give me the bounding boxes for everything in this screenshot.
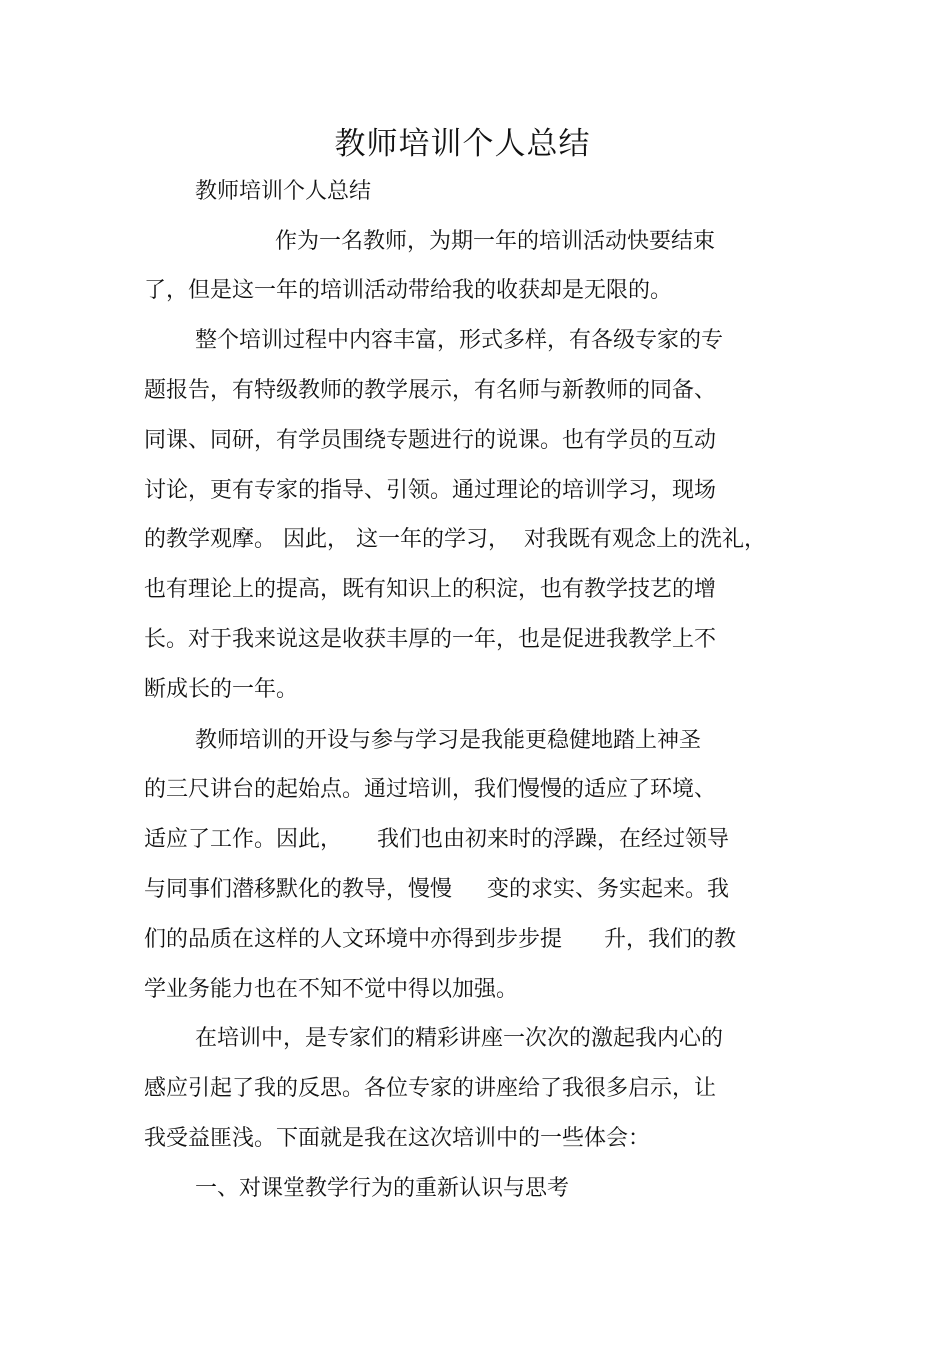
paragraph-line: 的教学观摩。 因此， 这一年的学习， 对我既有观念上的洗礼， xyxy=(144,527,766,552)
paragraph-line: 感应引起了我的反思。各位专家的讲座给了我很多启示，让 xyxy=(144,1076,717,1101)
document-subtitle: 教师培训个人总结 xyxy=(195,179,372,204)
paragraph-line: 在培训中，是专家们的精彩讲座一次次的激起我内心的 xyxy=(195,1026,724,1051)
paragraph-line: 了，但是这一年的培训活动带给我的收获却是无限的。 xyxy=(144,278,673,303)
document-title: 教师培训个人总结 xyxy=(334,126,591,162)
paragraph-line: 与同事们潜移默化的教导，慢慢 变的求实、务实起来。我 xyxy=(144,877,729,902)
paragraph-line: 讨论，更有专家的指导、引领。通过理论的培训学习，现场 xyxy=(144,478,717,503)
paragraph-line: 适应了工作。因此， 我们也由初来时的浮躁，在经过领导 xyxy=(144,827,729,852)
section-heading: 一、对课堂教学行为的重新认识与思考 xyxy=(195,1176,570,1201)
paragraph-line: 作为一名教师，为期一年的培训活动快要结束 xyxy=(275,229,716,254)
paragraph-line: 的三尺讲台的起始点。通过培训，我们慢慢的适应了环境、 xyxy=(144,777,717,802)
paragraph-line: 我受益匪浅。下面就是我在这次培训中的一些体会： xyxy=(144,1126,651,1151)
paragraph-line: 们的品质在这样的人文环境中亦得到步步提 升，我们的教 xyxy=(144,927,736,952)
paragraph-line: 教师培训的开设与参与学习是我能更稳健地踏上神圣 xyxy=(195,728,702,753)
paragraph-line: 长。对于我来说这是收获丰厚的一年，也是促进我教学上不 xyxy=(144,627,717,652)
paragraph-line: 也有理论上的提高，既有知识上的积淀，也有教学技艺的增 xyxy=(144,577,717,602)
paragraph-line: 题报告，有特级教师的教学展示，有名师与新教师的同备、 xyxy=(144,378,717,403)
paragraph-line: 整个培训过程中内容丰富，形式多样，有各级专家的专 xyxy=(195,328,724,353)
paragraph-line: 断成长的一年。 xyxy=(144,677,299,702)
paragraph-line: 同课、同研，有学员围绕专题进行的说课。也有学员的互动 xyxy=(144,428,717,453)
paragraph-line: 学业务能力也在不知不觉中得以加强。 xyxy=(144,977,519,1002)
